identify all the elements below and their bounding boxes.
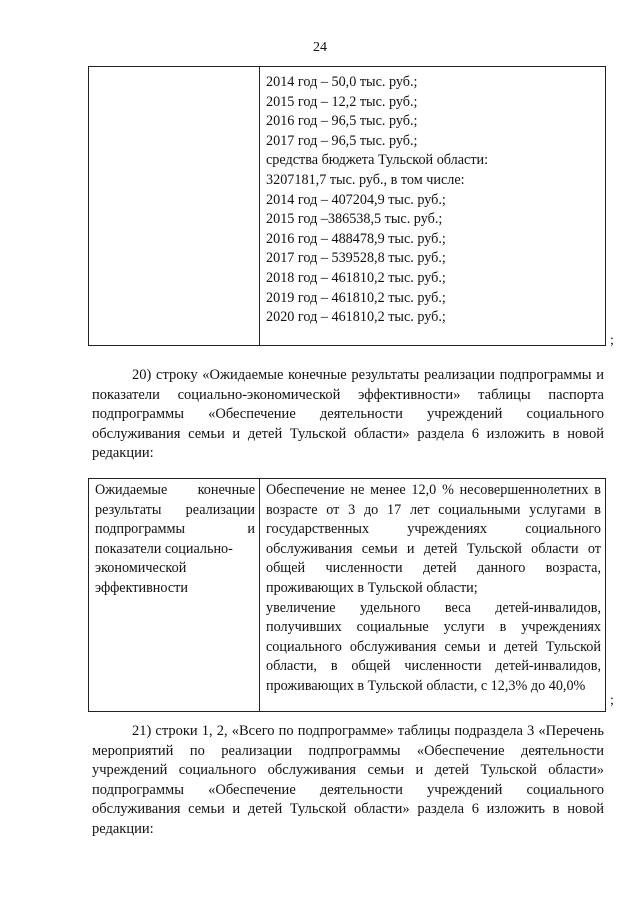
- funding-line: 2014 год – 407204,9 тыс. руб.;: [266, 191, 446, 208]
- funding-table: [88, 66, 606, 346]
- label-line: экономической: [95, 560, 187, 577]
- funding-line: 3207181,7 тыс. руб., в том числе:: [266, 171, 465, 188]
- label-line: подпрограммы и: [95, 521, 255, 538]
- table-trailing-semicolon: ;: [610, 333, 614, 348]
- funding-line: 2016 год – 488478,9 тыс. руб.;: [266, 230, 446, 247]
- table-row: [89, 479, 606, 712]
- funding-line: 2015 год –386538,5 тыс. руб.;: [266, 211, 443, 228]
- funding-line: 2020 год – 461810,2 тыс. руб.;: [266, 309, 446, 326]
- table-trailing-semicolon: ;: [610, 693, 614, 708]
- table-cell-label: [89, 67, 260, 346]
- table-row: [89, 67, 606, 346]
- label-line: показатели социально-: [95, 540, 233, 557]
- funding-line: 2015 год – 12,2 тыс. руб.;: [266, 93, 418, 110]
- table-cell-label: [89, 479, 260, 712]
- label-line: результаты реализации: [95, 501, 255, 518]
- paragraph-item-20: 20) строку «Ожидаемые конечные результаты реализации подпрограммы и показатели социально-экономической эффективности» таблицы паспорта подпрограммы «Обеспечение деятельности учреждений социального обслуживания семьи и детей Тульской области» раздела 6 изложить в новой редакции:: [92, 367, 604, 462]
- funding-line: 2017 год – 96,5 тыс. руб.;: [266, 132, 418, 149]
- results-text-2: увеличение удельного веса детей-инвалидов, получивших социальные услуги в учреждениях социального обслуживания семьи и детей Тульской области, в общей численности детей-инвалидов, проживающих в Тульской области, с 12,3% до 40,0%: [266, 599, 601, 694]
- label-line: эффективности: [95, 579, 188, 596]
- table-cell-results: [260, 479, 606, 712]
- funding-line: 2018 год – 461810,2 тыс. руб.;: [266, 269, 446, 286]
- results-table: [88, 478, 606, 712]
- funding-line: 2019 год – 461810,2 тыс. руб.;: [266, 289, 446, 306]
- funding-line: 2016 год – 96,5 тыс. руб.;: [266, 113, 418, 130]
- paragraph-item-21: 21) строки 1, 2, «Всего по подпрограмме» таблицы подраздела 3 «Перечень мероприятий по реализации подпрограммы «Обеспечение деятельности учреждений социального обслуживания семьи и детей Тульской области» подпрограммы «Обеспечение деятельности учреждений социального обслуживания семьи и детей Тульской области» раздела 6 изложить в новой редакции:: [92, 723, 604, 837]
- table-cell-funding: [260, 67, 606, 346]
- funding-line: 2014 год – 50,0 тыс. руб.;: [266, 74, 418, 90]
- funding-line: 2017 год – 539528,8 тыс. руб.;: [266, 250, 446, 267]
- page-number: 24: [313, 40, 327, 55]
- funding-line: средства бюджета Тульской области:: [266, 152, 489, 169]
- label-line: Ожидаемые конечные: [95, 482, 255, 498]
- results-text-1: Обеспечение не менее 12,0 % несовершеннолетних в возрасте от 3 до 17 лет социальными услугами в государственных учреждениях социального обслуживания семьи и детей Тульской области от общей численности детей данного возраста, проживающих в Тульской области;: [266, 482, 601, 596]
